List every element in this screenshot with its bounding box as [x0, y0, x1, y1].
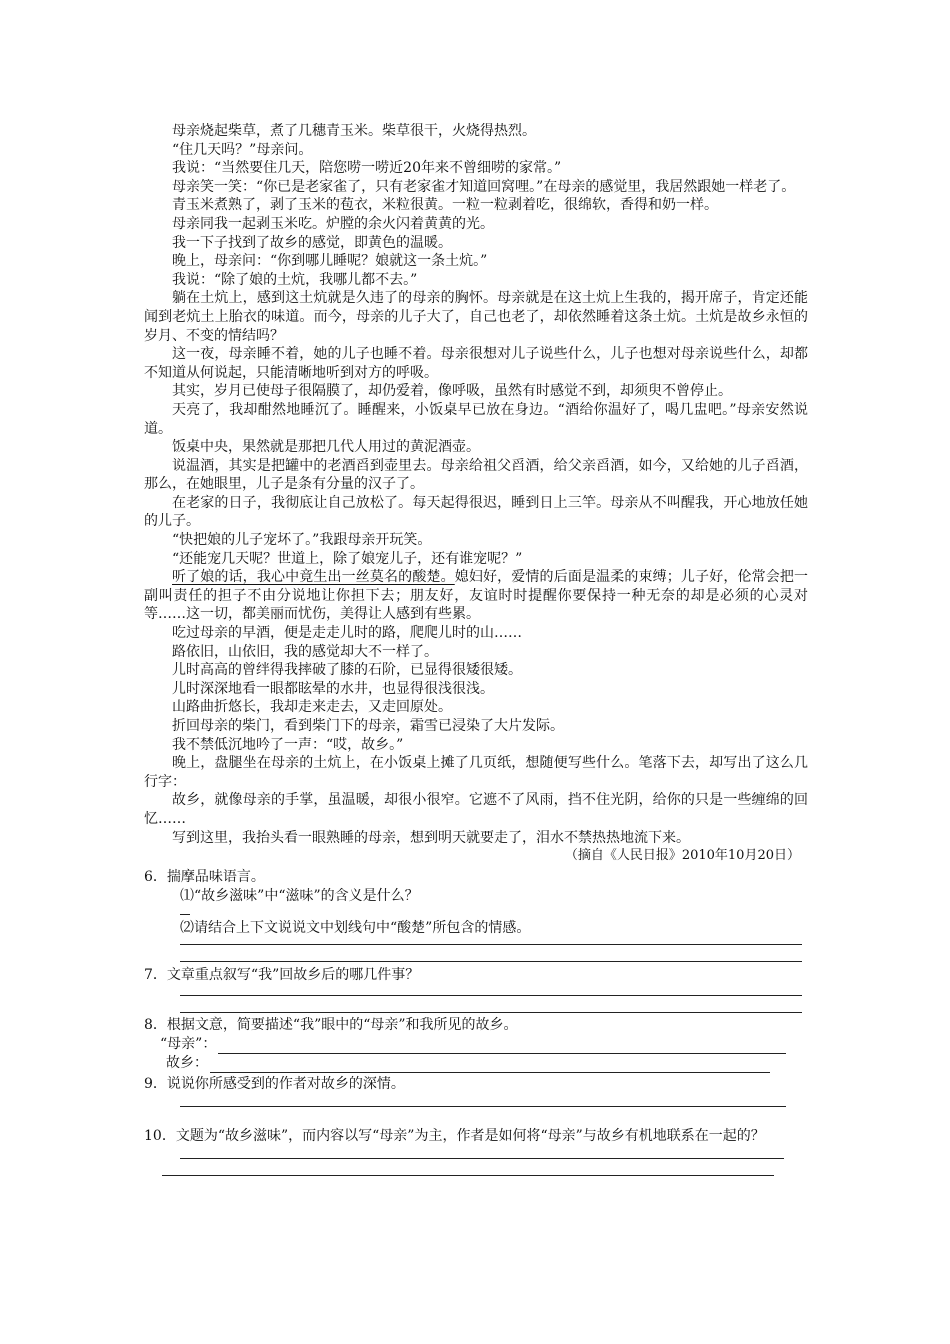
article-paragraph: 我一下子找到了故乡的感觉，即黄色的温暖。 — [172, 234, 452, 251]
article-paragraph: 晚上，母亲问：“你到哪儿睡呢？娘就这一条土炕。” — [172, 253, 488, 270]
article-paragraph: 说温酒，其实是把罐中的老酒舀到壶里去。母亲给祖父舀酒，给父亲舀酒，如今，又给她的儿子舀酒，那么，在她眼里，儿子是条有分量的汉子了。 — [144, 457, 808, 493]
answer-hometown — [144, 1054, 808, 1073]
article-paragraph: 故乡，就像母亲的手掌，虽温暖，却很小很窄。它遮不了风雨，挡不住光阴，给你的只是一些缠绵的回忆…… — [144, 792, 808, 827]
article-paragraph: 路依旧，山依旧，我的感觉却大不一样了。 — [172, 643, 438, 660]
answer-line[interactable] — [162, 1175, 774, 1176]
article-paragraph: 吃过母亲的早酒，便是走走儿时的路，爬爬儿时的山…… — [172, 625, 522, 642]
article-paragraph: 母亲笑一笑：“你已是老家雀了，只有老家雀才知道回窝哩。”在母亲的感觉里，我居然跟她一样老了。 — [172, 178, 796, 195]
answer-mother — [144, 1035, 808, 1054]
answer-line[interactable] — [180, 914, 190, 915]
question-6-2: ⑵请结合上下文说说文中划线句中“酸楚”所包含的情感。 — [180, 919, 531, 936]
question-6-1: ⑴“故乡滋味”中“滋味”的含义是什么？ — [180, 887, 419, 904]
answer-line[interactable] — [180, 1012, 802, 1013]
article-body — [144, 122, 808, 866]
article-paragraph: 母亲同我一起剥玉米吃。炉膛的余火闪着黄黄的光。 — [172, 215, 494, 232]
article-paragraph: “还能宠几天呢？世道上，除了娘宠儿子，还有谁宠呢？” — [172, 550, 523, 567]
article-paragraph: 躺在土炕上，感到这土炕就是久违了的母亲的胸怀。母亲就是在这土炕上生我的，揭开席子，肯定还能闻到老炕土上胎衣的味道。而今，母亲的儿子大了，自己也老了，却依然睡着这条土炕。土炕是故乡永恒的岁月、不变的情结吗？ — [144, 290, 808, 344]
article-paragraph: 我说：“当然要住几天，陪您唠一唠近20年来不曾细唠的家常。” — [172, 160, 562, 177]
article-source: （摘自《人民日报》2010年10月20日） — [564, 848, 800, 864]
question-9: 9．说说你所感受到的作者对故乡的深情。 — [144, 1075, 405, 1092]
article-paragraph: 饭桌中央，果然就是那把几代人用过的黄泥酒壶。 — [172, 439, 480, 456]
article-paragraph: 我不禁低沉地吟了一声：“哎，故乡。” — [172, 736, 404, 753]
answer-line[interactable] — [218, 1040, 786, 1054]
article-paragraph: 晚上，盘腿坐在母亲的土炕上，在小饭桌上摊了几页纸，想随便写些什么。笔落下去，却写出了这么几行字： — [144, 755, 808, 790]
article-paragraph-underlined — [144, 568, 808, 624]
article-paragraph: “住几天吗？”母亲问。 — [172, 141, 313, 158]
answer-line[interactable] — [180, 1106, 786, 1107]
article-paragraph: 这一夜，母亲睡不着，她的儿子也睡不着。母亲很想对儿子说些什么，儿子也想对母亲说些什么，却都不知道从何说起，只能清晰地听到对方的呼吸。 — [144, 346, 808, 381]
article-paragraph: 青玉米煮熟了，剥了玉米的苞衣，米粒很黄。一粒一粒剥着吃，很绵软，香得和奶一样。 — [172, 197, 718, 214]
question-8: 8．根据文意，简要描述“我”眼中的“母亲”和我所见的故乡。 — [144, 1016, 518, 1033]
article-paragraph: 母亲烧起柴草，煮了几穗青玉米。柴草很干，火烧得热烈。 — [172, 123, 536, 139]
hometown-label: 故乡： — [166, 1054, 208, 1071]
article-paragraph: 在老家的日子，我彻底让自己放松了。每天起得很迟，睡到日上三竿。母亲从不叫醒我，开心地放任她的儿子。 — [144, 494, 808, 530]
article-paragraph: 我说：“除了娘的土炕，我哪儿都不去。” — [172, 271, 418, 288]
question-6: 6．揣摩品味语言。 — [144, 868, 265, 885]
mother-label: “母亲”： — [160, 1035, 217, 1052]
article-paragraph: 天亮了，我却酣然地睡沉了。睡醒来，小饭桌早已放在身边。“酒给你温好了，喝几盅吧。”母亲安然说道。 — [144, 401, 808, 437]
article-paragraph: 山路曲折悠长，我却走来走去，又走回原处。 — [172, 699, 452, 716]
underlined-sentence: 听了娘的话，我心中竟生出一丝莫名的酸楚。 — [172, 569, 455, 586]
answer-line[interactable] — [210, 1059, 770, 1073]
questions-section — [144, 868, 808, 1176]
paragraph-rest: 媳妇好，爱情的后面是温柔的束缚；儿子好，伦常会把一副叫责任的担子不由分说地让你担下去；朋友好，友谊时时提醒你要保持一种无奈的却是必须的心灵对等……这一切，都美丽而忧伤，美得让人感到有些累。 — [144, 569, 809, 623]
article-paragraph: 写到这里，我抬头看一眼熟睡的母亲，想到明天就要走了，泪水不禁热热地流下来。 — [172, 829, 690, 846]
article-paragraph: 其实，岁月已使母子很隔膜了，却仍爱着，像呼吸，虽然有时感觉不到，却须臾不曾停止。 — [172, 383, 732, 400]
article-paragraph: 折回母亲的柴门，看到柴门下的母亲，霜雪已浸染了大片发际。 — [172, 718, 564, 734]
article-paragraph: 儿时深深地看一眼都眩晕的水井，也显得很浅很浅。 — [172, 680, 494, 697]
question-10: 10．文题为“故乡滋味”，而内容以写“母亲”为主，作者是如何将“母亲”与故乡有机地联系在一起的？ — [144, 1127, 765, 1144]
answer-line[interactable] — [180, 961, 802, 962]
question-7: 7．文章重点叙写“我”回故乡后的哪几件事？ — [144, 966, 420, 983]
exam-page — [144, 122, 808, 1176]
article-paragraph: 儿时高高的曾绊得我摔破了膝的石阶，已显得很矮很矮。 — [172, 662, 522, 679]
article-paragraph: “快把娘的儿子宠坏了。”我跟母亲开玩笑。 — [172, 532, 432, 549]
